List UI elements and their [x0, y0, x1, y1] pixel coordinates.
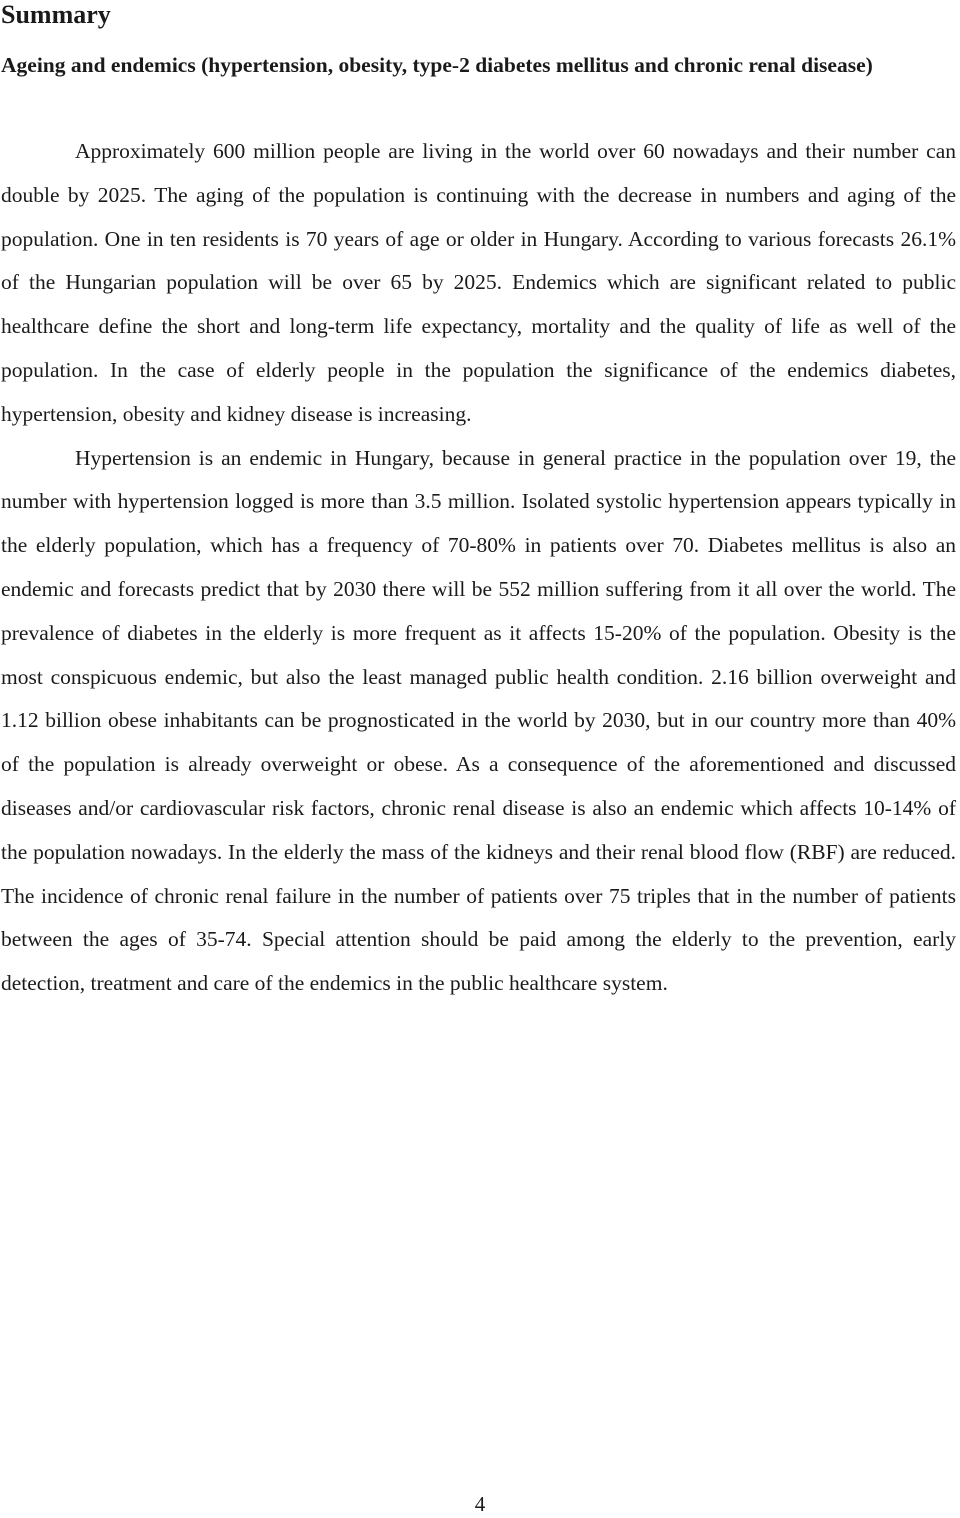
body-text	[1, 130, 956, 1006]
paragraph-ageing: Approximately 600 million people are living in the world over 60 nowadays and their number can double by 2025. The aging of the population is continuing with the decrease in numbers and aging of the population. One in ten residents is 70 years of age or older in Hungary. According to various forecasts 26.1% of the Hungarian population will be over 65 by 2025. Endemics which are significant related to public healthcare define the short and long-term life expectancy, mortality and the quality of life as well of the population. In the case of elderly people in the population the significance of the endemics diabetes, hypertension, obesity and kidney disease is increasing.	[1, 139, 956, 426]
page-number: 4	[474, 1492, 486, 1516]
page-title: Summary	[1, 0, 111, 29]
section-heading: Ageing and endemics (hypertension, obesity, type-2 diabetes mellitus and chronic renal disease)	[1, 53, 873, 77]
paragraph-endemics: Hypertension is an endemic in Hungary, because in general practice in the population over 19, the number with hypertension logged is more than 3.5 million. Isolated systolic hypertension appears typically in the elderly population, which has a frequency of 70-80% in patients over 70. Diabetes mellitus is also an endemic and forecasts predict that by 2030 there will be 552 million suffering from it all over the world. The prevalence of diabetes in the elderly is more frequent as it affects 15-20% of the population. Obesity is the most conspicuous endemic, but also the least managed public health condition. 2.16 billion overweight and 1.12 billion obese inhabitants can be prognosticated in the world by 2030, but in our country more than 40% of the population is already overweight or obese. As a consequence of the aforementioned and discussed diseases and/or cardiovascular risk factors, chronic renal disease is also an endemic which affects 10-14% of the population nowadays. In the elderly the mass of the kidneys and their renal blood flow (RBF) are reduced. The incidence of chronic renal failure in the number of patients over 75 triples that in the number of patients between the ages of 35-74. Special attention should be paid among the elderly to the prevention, early detection, treatment and care of the endemics in the public healthcare system.	[1, 445, 956, 996]
